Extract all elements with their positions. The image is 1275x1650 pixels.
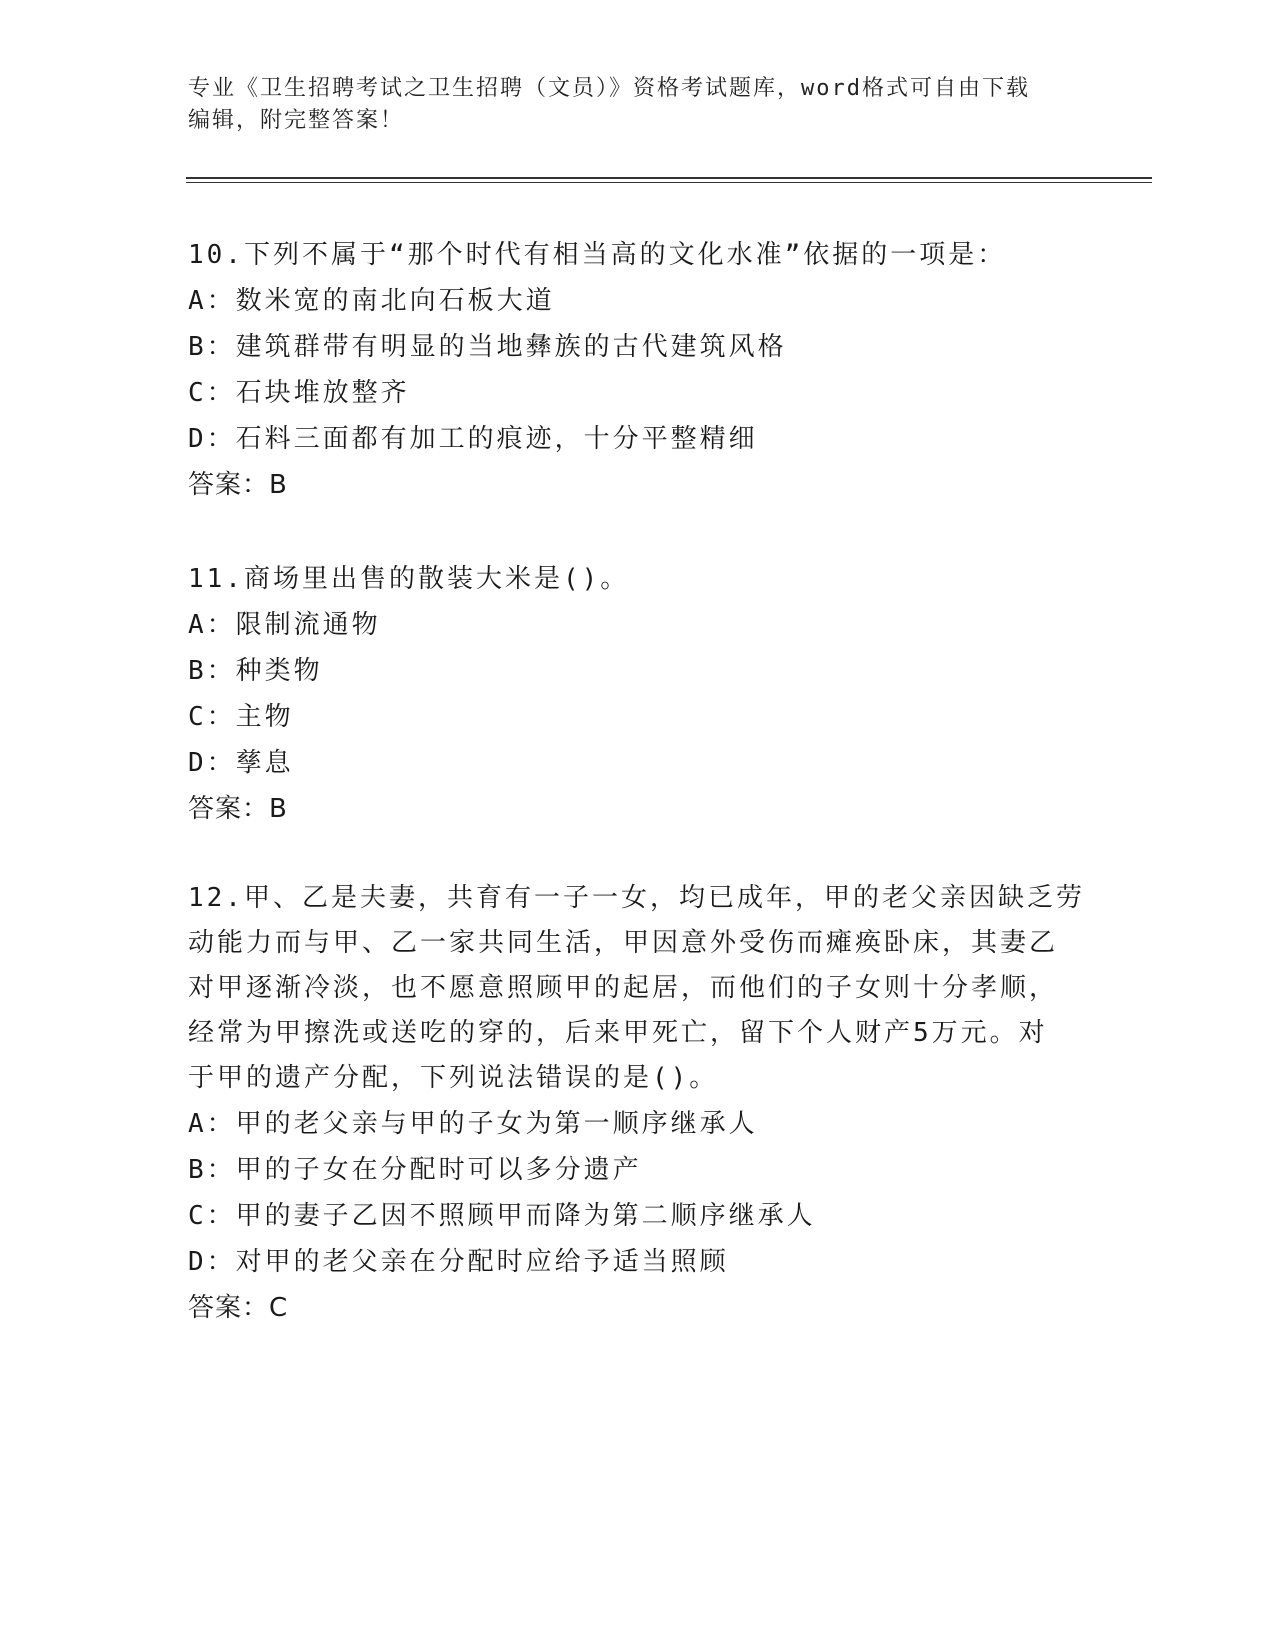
- option-d: D：对甲的老父亲在分配时应给予适当照顾: [188, 1247, 729, 1277]
- header-line-1: 专业《卫生招聘考试之卫生招聘（文员）》资格考试题库，word格式可自由下载: [188, 76, 1030, 101]
- answer: 答案：B: [188, 794, 288, 824]
- answer: 答案：C: [188, 1293, 289, 1323]
- header-divider-thin: [186, 182, 1152, 183]
- question-10: [188, 232, 1088, 508]
- question-stem-line: 动能力而与甲、乙一家共同生活，甲因意外受伤而瘫痪卧床，其妻乙: [188, 928, 1059, 958]
- option-c: C：石块堆放整齐: [188, 378, 410, 408]
- option-b: B：甲的子女在分配时可以多分遗产: [188, 1155, 642, 1185]
- option-a: A：限制流通物: [188, 610, 381, 640]
- option-d: D：孳息: [188, 748, 294, 778]
- header-line-2: 编辑，附完整答案！: [188, 108, 405, 133]
- question-11: [188, 556, 1088, 832]
- question-stem-line: 经常为甲擦洗或送吃的穿的，后来甲死亡，留下个人财产5万元。对: [188, 1018, 1048, 1048]
- question-stem: 11.商场里出售的散装大米是()。: [188, 564, 630, 594]
- option-c: C：甲的妻子乙因不照顾甲而降为第二顺序继承人: [188, 1201, 816, 1231]
- question-stem-line: 于甲的遗产分配，下列说法错误的是()。: [188, 1063, 719, 1093]
- question-stem-line: 12.甲、乙是夫妻，共育有一子一女，均已成年，甲的老父亲因缺乏劳: [188, 883, 1085, 913]
- header-divider-thick: [186, 177, 1152, 179]
- question-12: [188, 876, 1088, 1331]
- document-header: [188, 73, 1088, 137]
- option-a: A：数米宽的南北向石板大道: [188, 286, 555, 316]
- answer: 答案：B: [188, 470, 288, 500]
- option-d: D：石料三面都有加工的痕迹，十分平整精细: [188, 424, 758, 454]
- question-stem-line: 对甲逐渐冷淡，也不愿意照顾甲的起居，而他们的子女则十分孝顺，: [188, 973, 1059, 1003]
- option-c: C：主物: [188, 702, 294, 732]
- question-stem: 10.下列不属于“那个时代有相当高的文化水准”依据的一项是：: [188, 240, 1007, 270]
- option-a: A：甲的老父亲与甲的子女为第一顺序继承人: [188, 1109, 758, 1139]
- option-b: B：种类物: [188, 656, 323, 686]
- option-b: B：建筑群带有明显的当地彝族的古代建筑风格: [188, 332, 787, 362]
